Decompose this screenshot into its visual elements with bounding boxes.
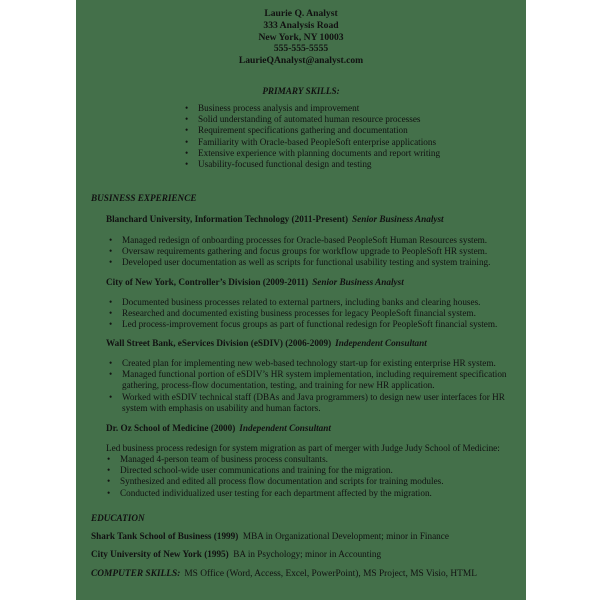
contact-header xyxy=(76,8,526,67)
street-address: 333 Analysis Road xyxy=(263,19,339,31)
candidate-name: Laurie Q. Analyst xyxy=(264,8,338,19)
job-org: Wall Street Bank, eServices Division (eSDIV) (2006-2009) xyxy=(106,338,332,348)
list-item: • Business process analysis and improvement xyxy=(184,103,514,114)
job-title-blanchard xyxy=(106,214,444,225)
job-org: City of New York, Controller’s Division (2009-2011) xyxy=(106,277,309,287)
job-org: Dr. Oz School of Medicine (2000) xyxy=(106,423,236,433)
business-experience-heading: BUSINESS EXPERIENCE xyxy=(91,193,197,203)
list-item: • Managed functional portion of eSDIV’s HR system implementation, including requirement specification gathering, process-flow documentation, testing, and training for new HR application. xyxy=(108,369,513,391)
education-heading: EDUCATION xyxy=(91,513,145,523)
list-item: • Synthesized and edited all process flow documentation and scripts for training modules. xyxy=(106,476,511,487)
list-item: • Familiarity with Oracle-based PeopleSoft enterprise applications xyxy=(184,137,514,148)
job-role: Independent Consultant xyxy=(239,423,331,433)
list-item: • Created plan for implementing new web-based technology start-up for existing enterprise HR system. xyxy=(108,358,513,369)
job-bullets-dr-oz-school xyxy=(106,454,511,499)
list-item: • Managed redesign of onboarding processes for Oracle-based PeopleSoft Human Resources system. xyxy=(108,235,513,246)
list-item: • Extensive experience with planning documents and report writing xyxy=(184,148,514,159)
job-intro-dr-oz-school: Led business process redesign for system migration as part of merger with Judge Judy School of Medicine: xyxy=(106,443,500,453)
list-item: • Oversaw requirements gathering and focus groups for workflow upgrade to PeopleSoft HR system. xyxy=(108,246,513,257)
list-item: • Conducted individualized user testing for each department affected by the migration. xyxy=(106,488,511,499)
resume-page xyxy=(76,0,526,600)
job-title-city-of-new-york xyxy=(106,277,404,288)
education-entry xyxy=(91,531,511,542)
computer-skills-value: MS Office (Word, Access, Excel, PowerPoint), MS Project, MS Visio, HTML xyxy=(184,569,477,579)
list-item: • Documented business processes related to external partners, including banks and clearing houses. xyxy=(108,297,513,308)
job-title-dr-oz-school xyxy=(106,423,331,434)
education-entry xyxy=(91,549,511,560)
job-role: Senior Business Analyst xyxy=(352,214,444,224)
email-address: LaurieQAnalyst@analyst.com xyxy=(238,55,364,67)
list-item: • Managed 4-person team of business process consultants. xyxy=(106,454,511,465)
job-title-wall-street-bank xyxy=(106,338,427,349)
job-org: Blanchard University, Information Technology (2011-Present) xyxy=(106,214,349,224)
city-address: New York, NY 10003 xyxy=(258,31,344,43)
school-name: City University of New York (1995) xyxy=(91,549,229,559)
list-item: • Directed school-wide user communications and training for the migration. xyxy=(106,465,511,476)
school-name: Shark Tank School of Business (1999) xyxy=(91,531,239,541)
list-item: • Solid understanding of automated human resource processes xyxy=(184,114,514,125)
list-item: • Led process-improvement focus groups as part of functional redesign for PeopleSoft financial system. xyxy=(108,319,513,330)
degree-detail: MBA in Organizational Development; minor in Finance xyxy=(242,531,449,541)
job-bullets-blanchard xyxy=(108,235,513,269)
primary-skills-list xyxy=(184,103,514,170)
list-item: • Developed user documentation as well as scripts for functional usability testing and system training. xyxy=(108,257,513,268)
computer-skills xyxy=(91,569,521,580)
job-role: Senior Business Analyst xyxy=(312,277,404,287)
phone-number: 555-555-5555 xyxy=(273,43,329,55)
list-item: • Worked with eSDIV technical staff (DBAs and Java programmers) to design new user interfaces for HR system with emphasis on usability and human factors. xyxy=(108,392,513,414)
list-item: • Usability-focused functional design and testing xyxy=(184,159,514,170)
job-bullets-city-of-new-york xyxy=(108,297,513,331)
job-role: Independent Consultant xyxy=(335,338,427,348)
job-bullets-wall-street-bank xyxy=(108,358,513,414)
list-item: • Requirement specifications gathering and documentation xyxy=(184,125,514,136)
computer-skills-label: COMPUTER SKILLS: xyxy=(91,569,181,579)
primary-skills-heading: PRIMARY SKILLS: xyxy=(262,86,340,96)
degree-detail: BA in Psychology; minor in Accounting xyxy=(233,549,382,559)
list-item: • Researched and documented existing business processes for legacy PeopleSoft financial system. xyxy=(108,308,513,319)
